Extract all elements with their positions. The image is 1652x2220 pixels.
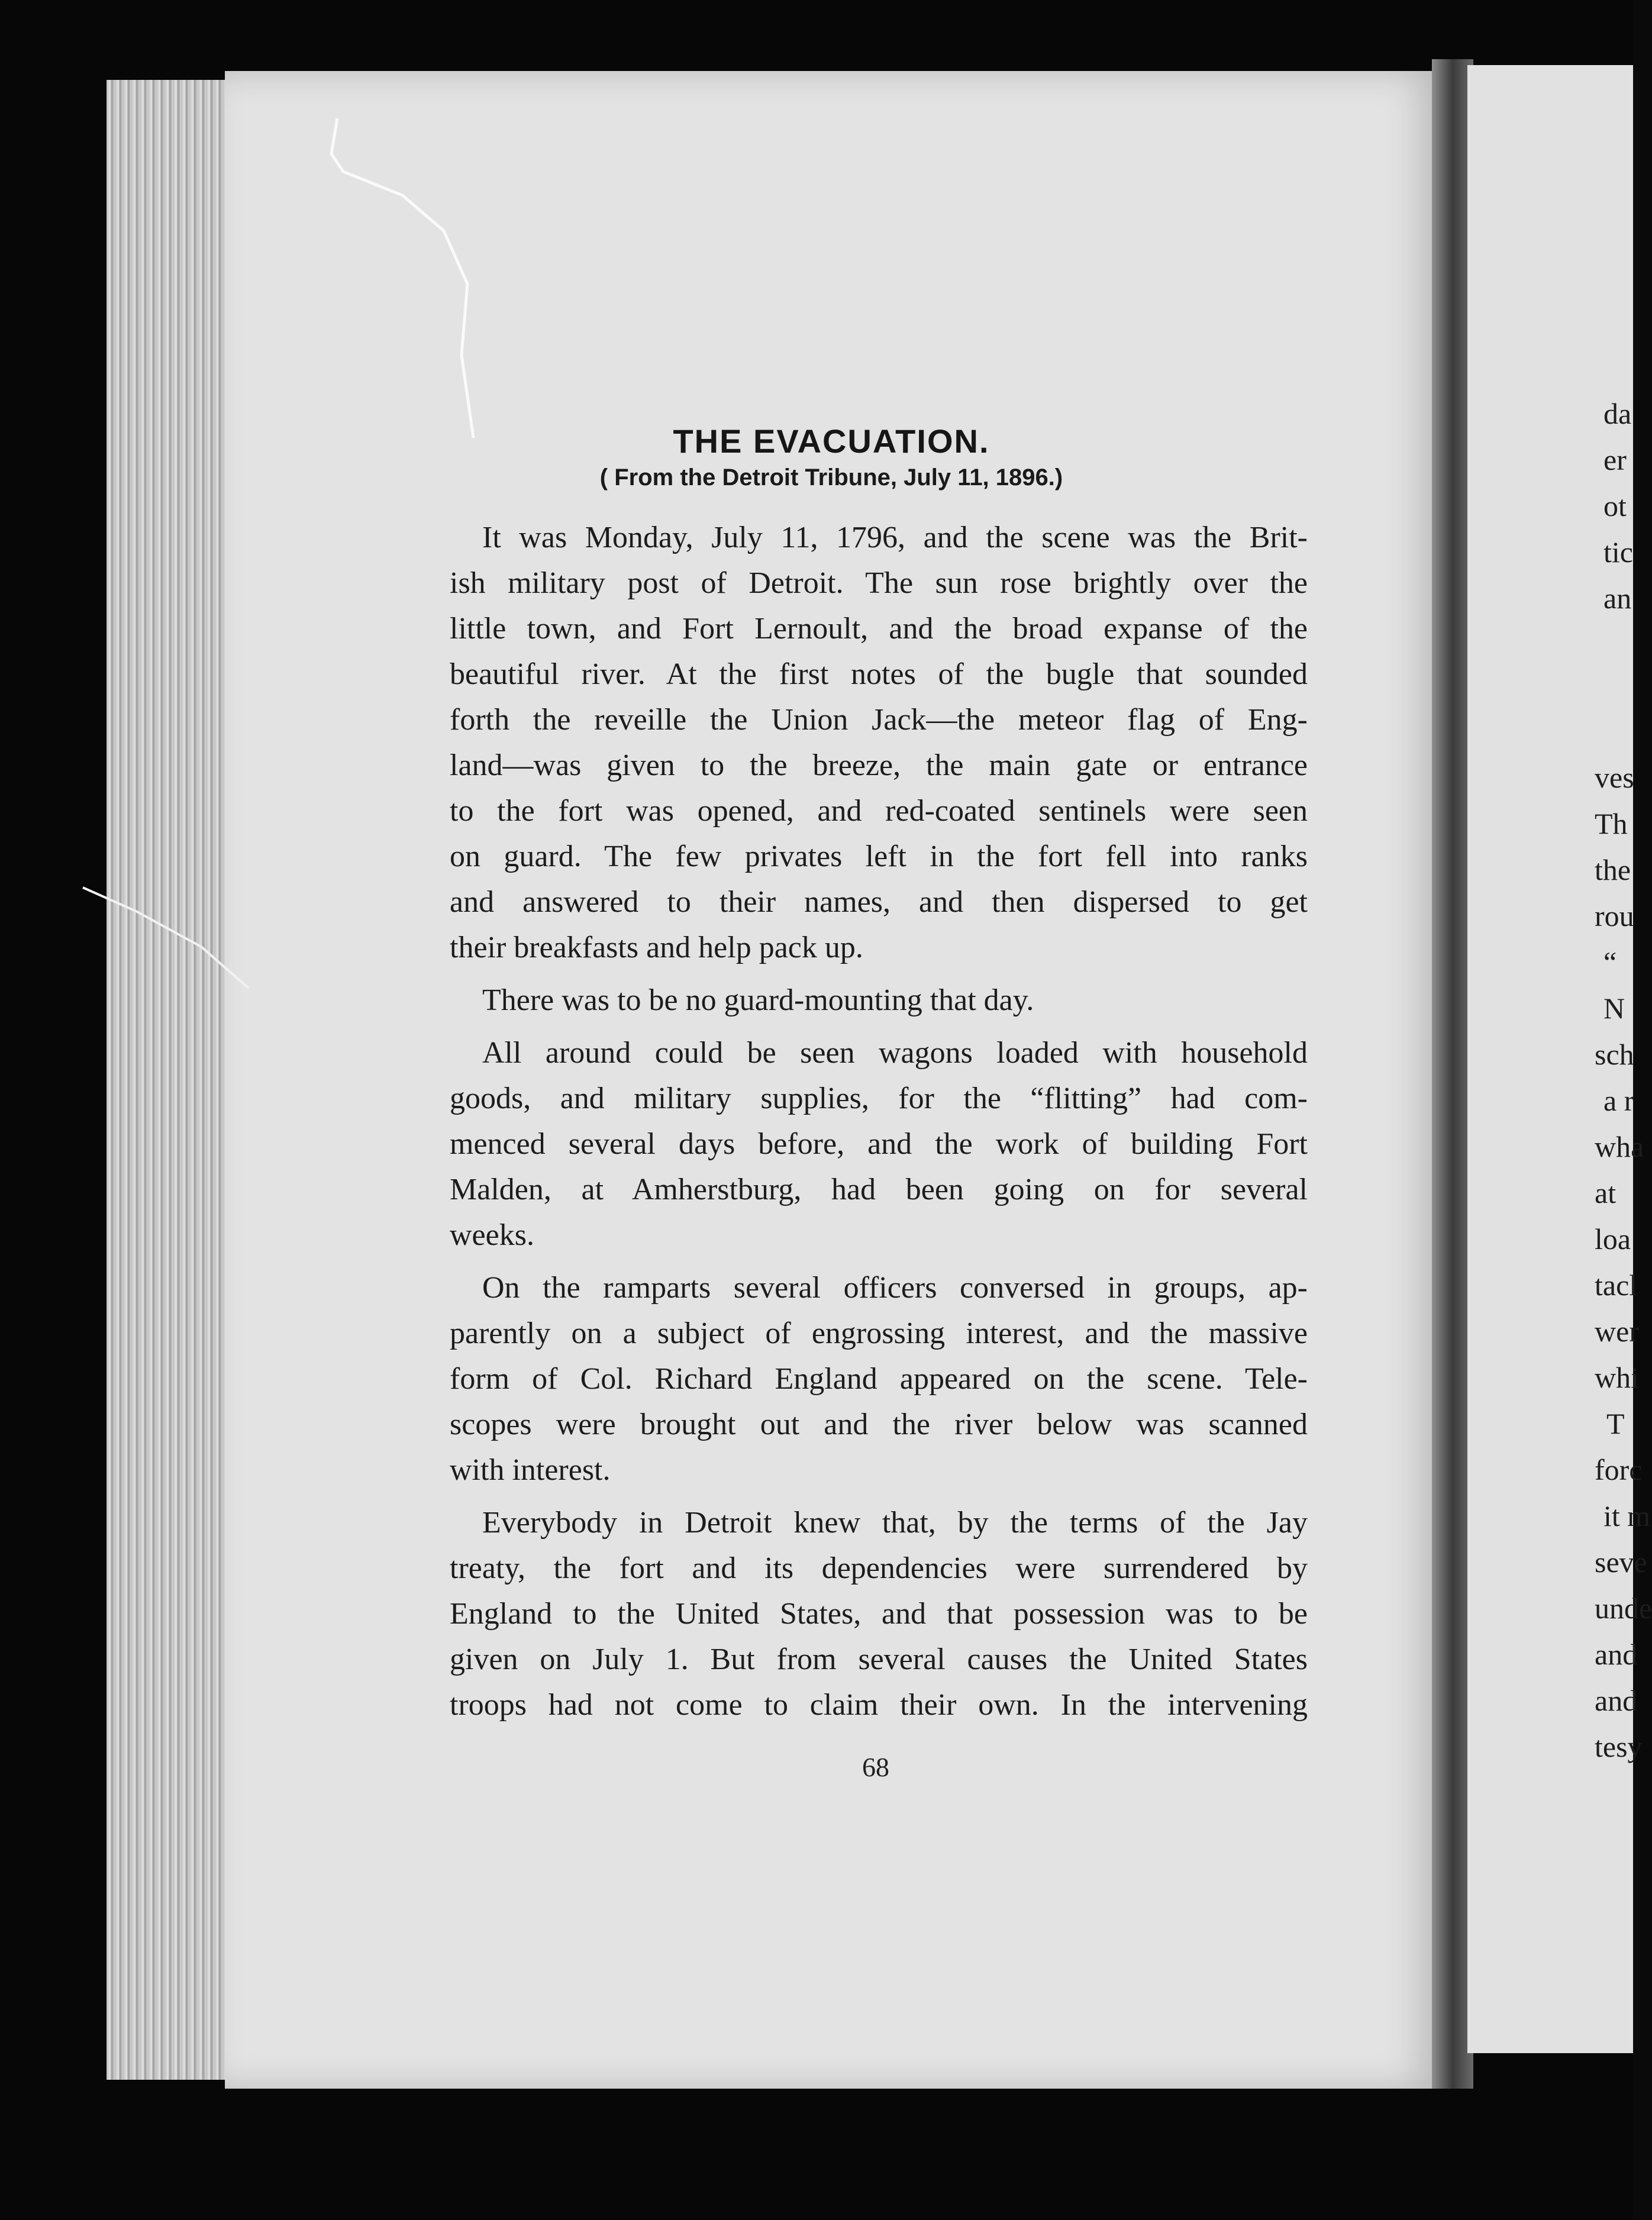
- facing-text: and: [1595, 1684, 1638, 1717]
- text-line: given on July 1. But from several causes the United States: [450, 1643, 1308, 1676]
- text-line: to the fort was opened, and red-coated sentinels were seen: [450, 794, 1308, 828]
- facing-text: ves: [1595, 761, 1634, 794]
- page-number: 68: [862, 1752, 889, 1782]
- paragraph: [450, 1500, 1308, 1728]
- facing-text: loa: [1595, 1222, 1631, 1256]
- facing-page-fragment: [1467, 65, 1652, 2053]
- article-title: THE EVACUATION.: [673, 422, 990, 460]
- film-scratch: [83, 876, 249, 994]
- text-line: Everybody in Detroit knew that, by the terms of the Jay: [482, 1506, 1308, 1540]
- paragraph: [450, 977, 1308, 1023]
- facing-text: tesy: [1595, 1730, 1643, 1763]
- text-line: on guard. The few privates left in the fort fell into ranks: [450, 840, 1308, 873]
- facing-text: whi: [1595, 1361, 1639, 1394]
- facing-text: rou: [1595, 899, 1634, 932]
- text-line: little town, and Fort Lernoult, and the broad expanse of the: [450, 612, 1308, 646]
- facing-text: it m: [1603, 1499, 1651, 1532]
- facing-text: a r: [1603, 1084, 1634, 1117]
- text-line: and answered to their names, and then dispersed to get: [450, 885, 1308, 919]
- facing-text: unde: [1595, 1592, 1652, 1625]
- film-scratch: [320, 107, 509, 438]
- facing-text: er: [1603, 443, 1627, 476]
- text-line: goods, and military supplies, for the “flitting” had com-: [450, 1082, 1308, 1115]
- facing-text: “: [1603, 946, 1617, 979]
- facing-text: wer: [1595, 1315, 1639, 1348]
- facing-text: seve: [1595, 1545, 1647, 1579]
- text-line: treaty, the fort and its dependencies were surrendered by: [450, 1551, 1308, 1585]
- facing-text: the: [1595, 853, 1631, 886]
- paragraph: [450, 515, 1308, 970]
- facing-text: tacl: [1595, 1269, 1638, 1302]
- facing-text: ot: [1603, 489, 1627, 522]
- text-line: All around could be seen wagons loaded with household: [482, 1036, 1308, 1070]
- facing-text: sch: [1595, 1038, 1634, 1071]
- text-line: troops had not come to claim their own. In the intervening: [450, 1688, 1308, 1722]
- text-line: forth the reveille the Union Jack—the meteor flag of Eng-: [450, 703, 1308, 737]
- facing-text: forc: [1595, 1453, 1643, 1486]
- facing-text: Th: [1595, 807, 1628, 840]
- text-line: ish military post of Detroit. The sun rose brightly over the: [450, 566, 1308, 600]
- text-line: land—was given to the breeze, the main gate or entrance: [450, 748, 1308, 782]
- text-line: There was to be no guard-mounting that day.: [482, 983, 1034, 1017]
- text-line: beautiful river. At the first notes of the bugle that sounded: [450, 657, 1308, 691]
- facing-text: T: [1606, 1407, 1625, 1440]
- facing-text: at: [1595, 1176, 1616, 1209]
- facing-text: an: [1603, 582, 1632, 615]
- facing-text: wha: [1595, 1130, 1644, 1163]
- text-line: On the ramparts several officers conversed in groups, ap-: [482, 1271, 1308, 1305]
- text-line: weeks.: [450, 1218, 534, 1252]
- text-line: parently on a subject of engrossing interest, and the massive: [450, 1316, 1308, 1350]
- facing-text: N: [1603, 992, 1625, 1025]
- facing-text: and: [1595, 1638, 1638, 1671]
- facing-text: tic: [1603, 535, 1633, 569]
- paragraph: [450, 1030, 1308, 1258]
- text-line: menced several days before, and the work of building Fort: [450, 1127, 1308, 1161]
- text-line: scopes were brought out and the river below was scanned: [450, 1408, 1308, 1441]
- text-line: Malden, at Amherstburg, had been going on for several: [450, 1173, 1308, 1206]
- paragraph: [450, 1265, 1308, 1493]
- text-line: with interest.: [450, 1453, 611, 1487]
- article-source: ( From the Detroit Tribune, July 11, 1896.): [599, 464, 1063, 491]
- text-line: It was Monday, July 11, 1796, and the scene was the Brit-: [482, 521, 1308, 554]
- article-body: [450, 515, 1308, 1735]
- text-line: form of Col. Richard England appeared on the scene. Tele-: [450, 1362, 1308, 1396]
- text-line: their breakfasts and help pack up.: [450, 931, 863, 964]
- facing-text: da: [1603, 397, 1632, 430]
- text-line: England to the United States, and that possession was to be: [450, 1597, 1308, 1631]
